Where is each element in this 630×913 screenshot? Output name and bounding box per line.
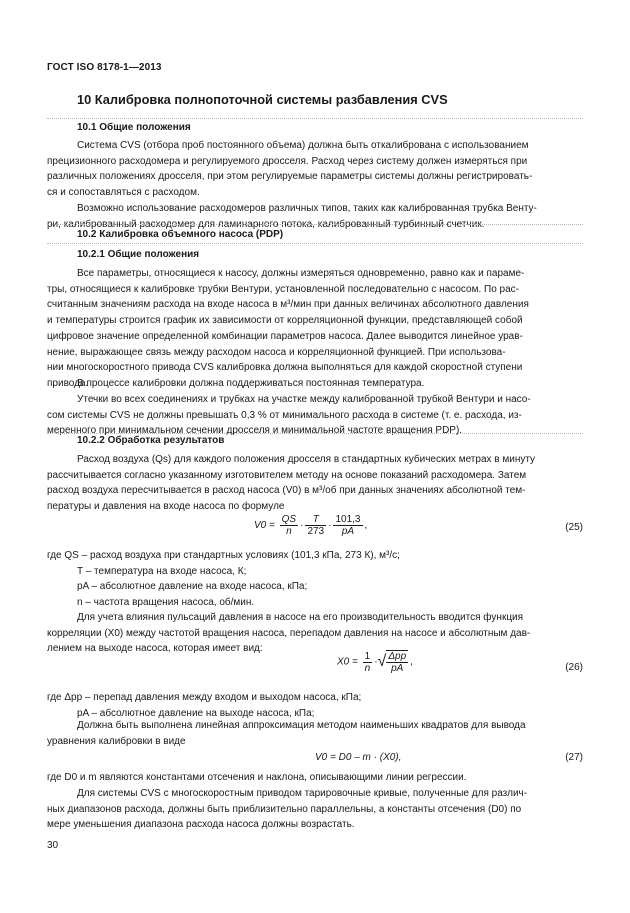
text-line: Для учета влияния пульсаций давления в насосе на его производительность вводится функция <box>77 612 524 623</box>
where-item: pA – абсолютное давление на входе насоса, кПа; <box>77 581 308 593</box>
page-number: 30 <box>47 840 59 851</box>
where-item: T – температура на входе насоса, К; <box>77 565 247 577</box>
where-item: n – частота вращения насоса, об/мин. <box>77 597 255 609</box>
standard-header: ГОСТ ISO 8178-1—2013 <box>47 62 162 73</box>
divider <box>47 243 583 244</box>
where-27: где D0 и m являются константами отсечения и наклона, описывающими линии регрессии. <box>47 772 467 783</box>
equation-lhs: X0 = <box>337 656 358 668</box>
sqrt-icon: √ <box>377 653 387 670</box>
where-item: где Δpp – перепад давления между входом и выходом насоса, кПа; <box>47 692 362 703</box>
text-line: ри, калиброванный расходомер для ламинарного потока, калиброванный турбинный счетчик. <box>47 218 485 230</box>
fraction: $\frac{QS}{n}$ <box>281 514 297 537</box>
text-line: пературы и давления на входе насоса по формуле <box>47 501 285 513</box>
text-line: корреляции (X0) между частотой вращения насоса, перепадом давления на насосе и абсолютным дав- <box>47 627 531 639</box>
subsection-10-2-2-title: 10.2.2 Обработка результатов <box>77 435 225 446</box>
equation-26-body: X0 = $\frac{1}{n}$ ·√ $\frac{\text{Δpp}}{pA}$ , <box>337 650 413 674</box>
text-line: мере уменьшения диапазона расхода насоса должны возрастать. <box>47 819 355 831</box>
paragraph-10-2-1-a <box>47 266 583 392</box>
text-line: нии многоскоростного привода CVS калибровка должна выполняться для каждой скоростной ступени <box>47 362 523 374</box>
section-title: 10 Калибровка полнопоточной системы разбавления CVS <box>77 92 448 107</box>
text-line: прецизионного расходомера и регулируемого дросселя. Расход через систему должен измеряться при <box>47 155 528 167</box>
paragraph-10-1-b <box>47 201 583 232</box>
equation-body: V0 = D0 – m · (X0), <box>315 752 402 763</box>
paragraph-10-2-1-b <box>47 376 583 392</box>
text-line: В процессе калибровки должна поддерживаться постоянная температура. <box>77 378 425 389</box>
paragraph-10-1-a <box>47 138 583 201</box>
subsection-10-1-title: 10.1 Общие положения <box>77 122 191 133</box>
paragraph-10-2-2-a <box>47 452 583 515</box>
equation-25-body: V0 = $\frac{QS}{n}$ · $\frac{T}{273}$ · $\frac{101,3}{pA}$ , <box>254 514 368 537</box>
divider <box>47 433 583 434</box>
equation-number: (26) <box>565 662 583 673</box>
text-line: нение, выражающее связь между расходом насоса и корреляционной функцией. При использова- <box>47 346 506 358</box>
fraction: $\frac{\text{Δpp}}{pA}$ <box>388 651 407 674</box>
text-line: Расход воздуха (Qs) для каждого положения дросселя в стандартных кубических метрах в минуту <box>77 454 536 465</box>
equation-number: (27) <box>565 752 583 763</box>
text-line: Для системы CVS с многоскоростным приводом тарировочные кривые, полученные для различ- <box>77 788 528 799</box>
fraction: $\frac{101,3}{pA}$ <box>335 514 361 537</box>
text-line: ных диапазонов расхода, должны быть приблизительно параллельны, а константы отсечения (D0) по <box>47 803 522 815</box>
fraction: $\frac{1}{n}$ <box>364 650 371 674</box>
equation-number: (25) <box>565 522 583 533</box>
where-item: pA – абсолютное давление на выходе насоса, кПа; <box>77 707 315 719</box>
text-line: меренного при минимальном сечении дросселя и минимальной частоте вращения PDP). <box>47 425 463 437</box>
text-line: рассчитывается согласно указанному изготовителем методу на основе показаний расходомера. Затем <box>47 469 527 481</box>
where-list-26 <box>47 690 361 721</box>
text-line: Система CVS (отбора проб постоянного объема) должна быть откалибрована с использованием <box>77 140 529 151</box>
where-list-25 <box>47 548 400 611</box>
text-line: и температуры строится график их зависимости от корреляционной функции, представляющей собой <box>47 315 523 327</box>
text-line: Возможно использование расходомеров различных типов, таких как калиброванная трубка Венту- <box>77 203 537 214</box>
text-line: считанным значениям расхода на входе насоса в м³/мин при данных величинах абсолютного давления <box>47 299 529 311</box>
text-line: сом системы CVS не должны превышать 0,3 % от минимального расхода в системе (т. е. расхода, из- <box>47 409 522 421</box>
text-line: уравнения калибровки в виде <box>47 735 186 747</box>
equation-25 <box>47 510 583 546</box>
subsection-10-2-title: 10.2 Калибровка объемного насоса (PDP) <box>77 229 284 240</box>
paragraph-10-2-2-d <box>47 786 583 833</box>
text-line: цифровое значение определенной комбинации параметров насоса. Далее выводится линейное урав- <box>47 330 523 342</box>
text-line: Утечки во всех соединениях и трубках на участке между калиброванной трубкой Вентури и насо- <box>77 394 531 405</box>
equation-lhs: V0 = <box>254 520 275 532</box>
text-line: тры, относящиеся к калибровке трубки Вентури, установленной последовательно с насосом. По рас- <box>47 283 520 295</box>
text-line: привода. <box>47 377 89 389</box>
text-line: различных положениях дросселя, при этом регулируемые параметры системы должны регистрировать- <box>47 171 533 183</box>
text-line: лением на выходе насоса, которая имеет вид: <box>47 643 263 655</box>
equation-27 <box>47 752 583 768</box>
divider <box>47 224 583 225</box>
text-line: Должна быть выполнена линейная аппроксимация методом наименьших квадратов для вывода <box>77 720 526 731</box>
divider <box>47 118 583 119</box>
text-line: Все параметры, относящиеся к насосу, должны измеряться одновременно, равно как и параме- <box>77 268 525 279</box>
text-line: ся и сопоставляться с расходом. <box>47 187 200 199</box>
where-item: где QS – расход воздуха при стандартных условиях (101,3 кПа, 273 К), м³/с; <box>47 550 400 561</box>
subsection-10-2-1-title: 10.2.1 Общие положения <box>77 249 200 260</box>
equation-26 <box>47 648 583 688</box>
text-line: расход воздуха пересчитывается в расход насоса (V0) в м³/об при данных значениях абсолютной тем- <box>47 485 526 497</box>
paragraph-10-2-2-c <box>47 718 583 749</box>
fraction: $\frac{T}{273}$ <box>307 514 325 537</box>
